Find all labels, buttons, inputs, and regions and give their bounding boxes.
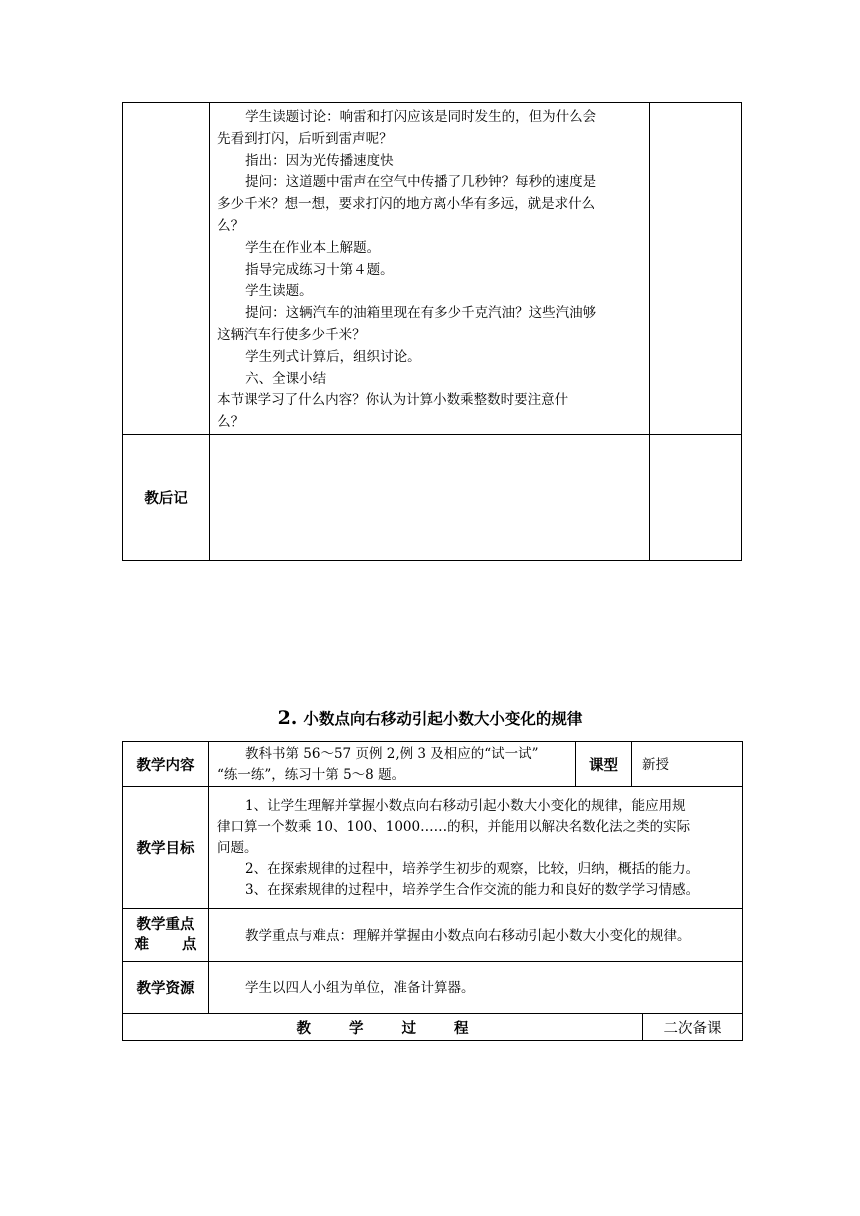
text-line: 六、全课小结 [245,370,327,387]
text-line: 先看到打闪，后听到雷声呢？ [217,130,393,147]
text-line: 指导完成练习十第４题。 [245,261,394,278]
content-line: “练一练”，练习十第 5～8 题。 [217,767,406,783]
key-points-label-line2: 难点 [134,937,197,953]
text-line: 学生读题讨论：响雷和打闪应该是同时发生的，但为什么会 [245,109,597,125]
lesson-type-label: 课型 [576,742,632,787]
section-title-text: 小数点向右移动引起小数大小变化的规律 [303,710,583,728]
text-line: 么？ [217,217,245,234]
lesson-type-value: 新授 [632,742,743,787]
after-class-notes [210,434,650,560]
resources-label: 教学资源 [123,962,209,1014]
previous-lesson-table [122,102,742,561]
key-points-label-line1: 教学重点 [136,917,195,933]
process-label [123,1014,643,1041]
objectives-label: 教学目标 [123,787,209,909]
second-prep-cell [649,103,741,435]
after-class-label: 教后记 [123,434,210,560]
process-char: 学 [349,1020,364,1037]
content-cell [209,742,576,787]
text-line: 学生列式计算后，组织讨论。 [245,348,421,365]
key-points-label [123,909,209,962]
objective-line: 1、让学生理解并掌握小数点向右移动引起小数大小变化的规律，能应用规 [245,798,686,814]
empty-label-cell [123,103,210,435]
lesson-plan-table [122,741,743,1041]
second-prep-label: 二次备课 [643,1014,743,1041]
objective-line: 律口算一个数乘 10、100、1000……的积，并能用以解决名数化法之类的实际 [217,819,691,835]
objective-line: 问题。 [217,840,258,856]
objective-line: 2、在探索规律的过程中，培养学生初步的观察，比较，归纳，概括的能力。 [245,861,700,877]
text-line: 学生读题。 [245,283,313,300]
text-line: 提问：这道题中雷声在空气中传播了几秒钟？每秒的速度是 [245,174,597,191]
lesson-process-text [210,103,649,434]
text-line: 本节课学习了什么内容？你认为计算小数乘整数时要注意什 [217,392,569,409]
key-points-text: 教学重点与难点：理解并掌握由小数点向右移动引起小数大小变化的规律。 [245,927,691,944]
objectives-cell [209,787,743,909]
content-label: 教学内容 [123,742,209,787]
text-line: 指出：因为光传播速度快 [245,152,394,169]
objective-line: 3、在探索规律的过程中，培养学生合作交流的能力和良好的数学学习情感。 [245,882,700,898]
text-line: 么？ [217,414,245,431]
key-points-cell [209,909,743,962]
lesson-process-cell [210,103,650,435]
section-number: 2. [277,707,298,729]
text-line: 学生在作业本上解题。 [245,239,381,256]
text-line: 多少千米？想一想，要求打闪的地方离小华有多远，就是求什么 [217,196,596,213]
resources-cell [209,962,743,1014]
text-line: 这辆汽车行使多少千米？ [217,326,366,343]
process-char: 过 [401,1020,416,1037]
after-class-extra [649,434,741,560]
content-line: 教科书第 56～57 页例 2,例 3 及相应的“试一试” [245,746,539,762]
process-char: 教 [296,1020,311,1037]
process-char: 程 [454,1020,469,1037]
text-line: 提问：这辆汽车的油箱里现在有多少千克汽油？这些汽油够 [245,305,597,322]
section-title [0,707,860,729]
resources-text: 学生以四人小组为单位，准备计算器。 [245,980,475,996]
